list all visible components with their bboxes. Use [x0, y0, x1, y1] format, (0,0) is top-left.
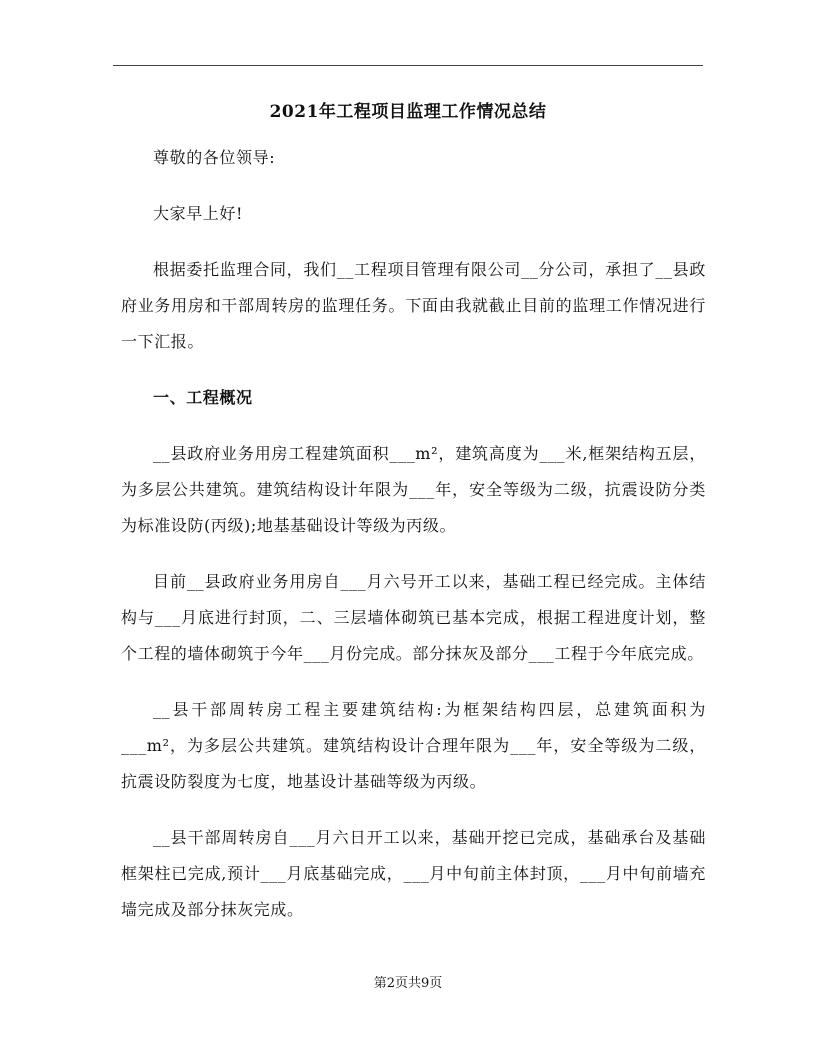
- paragraph-housing-progress: __县干部周转房自___月六日开工以来，基础开挖已完成，基础承台及基础框架柱已完成,预计___月底基础完成，___月中旬前主体封顶，___月中旬前墙充墙完成及部分抹灰完成。: [121, 828, 706, 919]
- intro-paragraph: 根据委托监理合同，我们__工程项目管理有限公司__分公司，承担了__县政府业务用房和干部周转房的监理任务。下面由我就截止目前的监理工作情况进行一下汇报。: [121, 260, 706, 351]
- document-title: 2021年工程项目监理工作情况总结: [269, 102, 547, 122]
- section-heading: 一、工程概况: [153, 388, 253, 407]
- paragraph-office-progress: 目前__县政府业务用房自___月六号开工以来，基础工程已经完成。主体结构与___月底进行封顶，二、三层墙体砌筑已基本完成，根据工程进度计划，整个工程的墙体砌筑于今年___月份完成。部分抹灰及部分___工程于今年底完成。: [121, 572, 706, 663]
- page-footer: 第2页共9页: [373, 976, 443, 991]
- greeting: 大家早上好!: [153, 204, 244, 223]
- document-body: [121, 140, 706, 948]
- salutation: 尊敬的各位领导:: [153, 148, 276, 167]
- paragraph-office-overview: __县政府业务用房工程建筑面积___m²，建筑高度为___米,框架结构五层，为多层公共建筑。建筑结构设计年限为___年，安全等级为二级，抗震设防分类为标准设防(丙级);地基基础设计等级为丙级。: [121, 444, 706, 535]
- paragraph-housing-overview: __县干部周转房工程主要建筑结构:为框架结构四层，总建筑面积为___m²，为多层公共建筑。建筑结构设计合理年限为___年，安全等级为二级，抗震设防裂度为七度，地基设计基础等级为丙级。: [121, 700, 706, 791]
- header-rule: [113, 65, 703, 66]
